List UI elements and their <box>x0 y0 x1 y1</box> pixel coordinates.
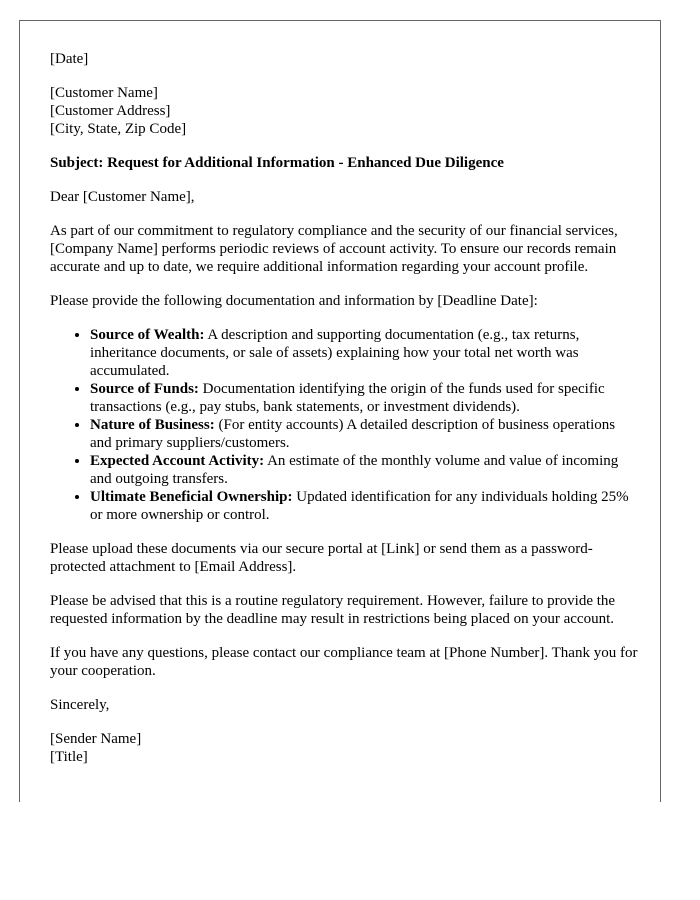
letter-body <box>50 50 640 766</box>
letter-page <box>19 20 661 802</box>
advisory-paragraph: Please be advised that this is a routine regulatory requirement. However, failure to provide the requested information by the deadline may result in restrictions being placed on your account. <box>50 593 616 627</box>
list-item-text: Documentation identifying the origin of the funds used for specific transactions (e.g., pay stubs, bank statements, or investment dividends). <box>90 381 605 415</box>
questions-paragraph: If you have any questions, please contact our compliance team at [Phone Number]. Thank you for your cooperation. <box>50 645 638 679</box>
upload-paragraph: Please upload these documents via our secure portal at [Link] or send them as a password-protected attachment to [Email Address]. <box>50 541 593 575</box>
list-item-text: A description and supporting documentation (e.g., tax returns, inheritance documents, or sale of assets) explaining how your total net worth was accumulated. <box>90 327 580 379</box>
list-item-term: Ultimate Beneficial Ownership: <box>90 489 293 505</box>
sender-name: [Sender Name] <box>50 731 142 747</box>
request-paragraph: Please provide the following documentation and information by [Deadline Date]: <box>50 293 538 309</box>
signature-block <box>50 730 640 766</box>
list-item-term: Nature of Business: <box>90 417 215 433</box>
list-item-text: An estimate of the monthly volume and value of incoming and outgoing transfers. <box>90 453 619 487</box>
recipient-address-block <box>50 84 640 138</box>
recipient-address: [Customer Address] <box>50 103 171 119</box>
list-item-source-of-funds <box>90 380 640 416</box>
letter-date: [Date] <box>50 51 89 67</box>
closing: Sincerely, <box>50 697 110 713</box>
list-item-text: Updated identification for any individuals holding 25% or more ownership or control. <box>90 489 629 523</box>
letter-subject: Subject: Request for Additional Information - Enhanced Due Diligence <box>50 155 504 171</box>
list-item-nature-of-business <box>90 416 640 452</box>
list-item-text: (For entity accounts) A detailed description of business operations and primary suppliers/customers. <box>90 417 616 451</box>
list-item-ultimate-beneficial-ownership <box>90 488 640 524</box>
requirements-list <box>50 326 640 524</box>
list-item-term: Source of Funds: <box>90 381 199 397</box>
list-item-term: Expected Account Activity: <box>90 453 265 469</box>
salutation: Dear [Customer Name], <box>50 189 195 205</box>
intro-paragraph: As part of our commitment to regulatory compliance and the security of our financial services, [Company Name] performs periodic reviews of account activity. To ensure our records remain accurate and up to date, we require additional information regarding your account profile. <box>50 223 618 275</box>
list-item-expected-account-activity <box>90 452 640 488</box>
recipient-name: [Customer Name] <box>50 85 158 101</box>
list-item-source-of-wealth <box>90 326 640 380</box>
recipient-city-state-zip: [City, State, Zip Code] <box>50 121 187 137</box>
sender-title: [Title] <box>50 749 88 765</box>
list-item-term: Source of Wealth: <box>90 327 205 343</box>
